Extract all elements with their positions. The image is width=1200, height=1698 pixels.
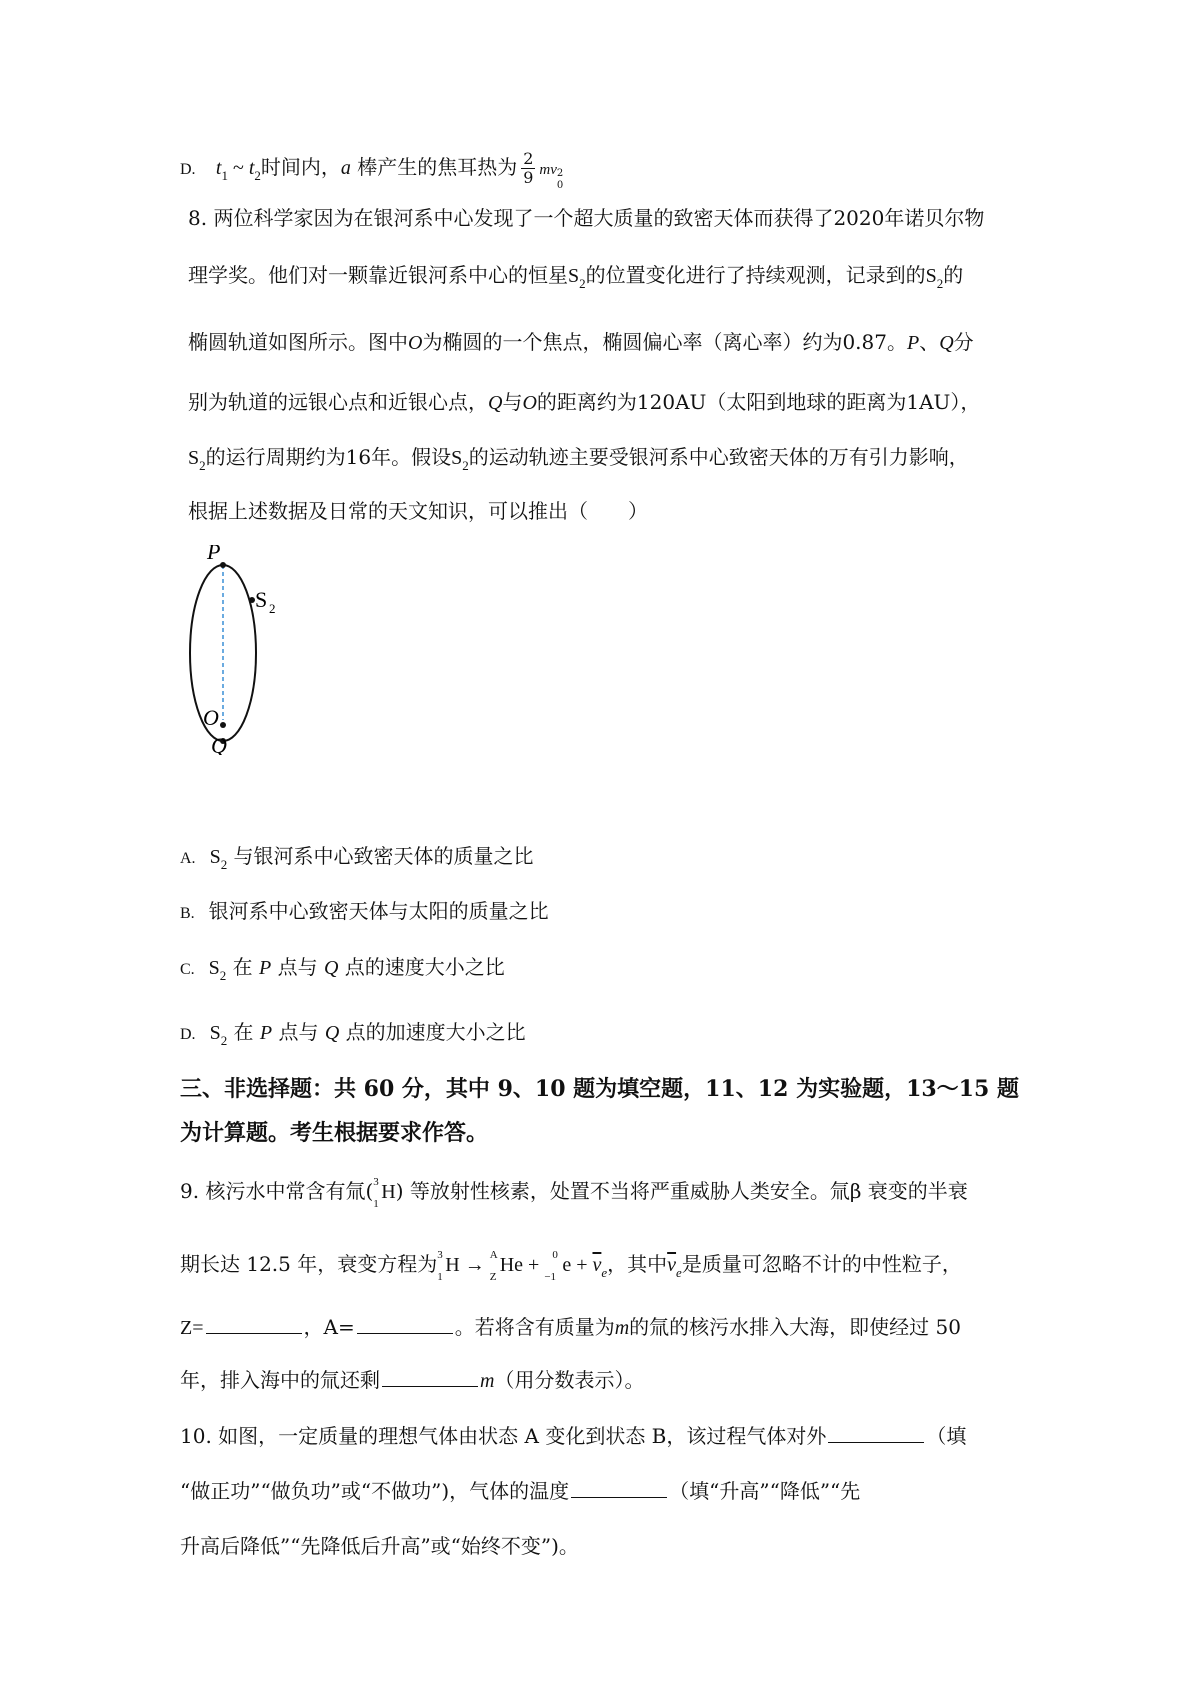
text: 期长达 12.5 年，衰变方程为 <box>180 1252 438 1276</box>
label-q: Q <box>211 733 227 755</box>
text: 9. 核污水中常含有氚( <box>180 1179 374 1203</box>
answer-blank-temperature[interactable] <box>571 1479 667 1498</box>
rod-a-symbol: a <box>340 157 351 179</box>
q-symbol: Q <box>939 332 954 354</box>
text: 棒产生的焦耳热为 <box>350 155 518 179</box>
q9-line-1 <box>180 1176 1015 1210</box>
option-text: 与银河系中心致密天体的质量之比 <box>233 844 534 868</box>
mass-number: 0 <box>552 1249 558 1261</box>
q10-line-2 <box>180 1477 1015 1505</box>
atomic-number: 1 <box>373 1198 379 1210</box>
antineutrino-subscript: e <box>601 1265 608 1280</box>
label-o: O <box>203 705 219 730</box>
text: 的 <box>943 263 964 287</box>
atomic-number: Z <box>489 1271 497 1283</box>
q9-line-3 <box>180 1313 1015 1342</box>
text: 时间内， <box>260 155 341 179</box>
text: 为椭圆的一个焦点，椭圆偏心率（离心率）约为0.87。 <box>422 330 907 354</box>
text: 。若将含有质量为 <box>454 1315 615 1339</box>
text: （用分数表示）。 <box>494 1368 645 1392</box>
tilde: ~ <box>227 157 249 179</box>
q-symbol: Q <box>324 1022 340 1044</box>
mv-superscript: 2 <box>556 168 564 179</box>
q8-line-6: 根据上述数据及日常的天文知识，可以推出（ ） <box>188 499 648 523</box>
mv-subscript: 0 <box>556 180 564 191</box>
m-symbol: m <box>614 1317 630 1339</box>
option-label: B. <box>180 905 195 922</box>
q-symbol: Q <box>323 957 339 979</box>
element-symbol: H <box>381 1181 396 1203</box>
antineutrino-symbol: $\overline{\nu}$ <box>667 1254 677 1276</box>
text: Z= <box>180 1317 204 1339</box>
star-subscript: 2 <box>220 857 228 872</box>
option-label: C. <box>180 961 195 978</box>
star-symbol: S <box>209 846 221 868</box>
orbit-diagram <box>185 545 305 755</box>
tritium-nuclide <box>437 1249 460 1283</box>
o-symbol: O <box>408 332 423 354</box>
text: ) 等放射性核素，处置不当将严重威胁人类安全。氚β 衰变的半衰 <box>395 1179 968 1203</box>
q8-option-b <box>180 897 549 928</box>
text: 10. 如图，一定质量的理想气体由状态 A 变化到状态 B，该过程气体对外 <box>180 1424 827 1448</box>
q8-line-1: 8. 两位科学家因为在银河系中心发现了一个超大质量的致密天体而获得了2020年诺贝尔物 <box>188 206 985 230</box>
t2-subscript: 2 <box>254 168 261 183</box>
star-subscript: 2 <box>579 276 586 291</box>
text: 年，排入海中的氚还剩 <box>180 1368 380 1392</box>
q10-line-1 <box>180 1422 1015 1450</box>
q8-option-c <box>180 953 505 984</box>
plus: + <box>571 1254 593 1276</box>
star-symbol: S <box>925 265 937 287</box>
option-text: 点与 <box>278 1020 319 1044</box>
text: “做正功”“做负功”或“不做功”)，气体的温度 <box>180 1479 570 1503</box>
option-label: D. <box>180 1026 196 1043</box>
text: 、 <box>919 330 940 354</box>
o-symbol: O <box>522 392 537 414</box>
electron <box>544 1249 572 1283</box>
element-symbol: He <box>499 1254 524 1276</box>
text: 是质量可忽略不计的中性粒子， <box>681 1252 962 1276</box>
answer-blank-a[interactable] <box>357 1315 453 1334</box>
point-p <box>220 562 226 568</box>
tritium-nuclide <box>373 1176 396 1210</box>
option-label: D. <box>180 161 196 178</box>
mass-number: A <box>489 1249 498 1261</box>
t2-symbol: t <box>248 157 255 179</box>
text: （填 <box>926 1424 967 1448</box>
answer-blank-work[interactable] <box>828 1424 924 1443</box>
star-subscript: 2 <box>220 1033 228 1048</box>
antineutrino-symbol: $\overline{\nu}$ <box>592 1254 602 1276</box>
mv-symbol: mv <box>539 162 557 178</box>
text: ，其中 <box>607 1252 668 1276</box>
mass-number: 3 <box>437 1249 443 1261</box>
q8-line-2 <box>188 261 1023 292</box>
antineutrino-subscript: e <box>676 1265 682 1280</box>
t1-subscript: 1 <box>221 168 228 183</box>
t1-symbol: t <box>215 157 222 179</box>
star-symbol: S <box>208 957 220 979</box>
helium-nuclide <box>489 1249 524 1283</box>
q7-option-d <box>180 149 567 191</box>
star-symbol: S <box>451 447 463 469</box>
point-o <box>220 722 226 728</box>
option-text: 点与 <box>277 955 318 979</box>
option-text: 点的加速度大小之比 <box>345 1020 526 1044</box>
atomic-number: 1 <box>437 1271 443 1283</box>
star-symbol: S <box>568 265 580 287</box>
text: 与 <box>502 390 523 414</box>
star-subscript: 2 <box>219 968 227 983</box>
option-label: A. <box>180 850 196 867</box>
fraction-numerator: 2 <box>523 149 534 168</box>
fraction <box>521 150 535 187</box>
plus: + <box>523 1254 545 1276</box>
fraction-denominator: 9 <box>523 168 534 187</box>
text: 分 <box>953 330 974 354</box>
option-text: 在 <box>233 1020 254 1044</box>
p-symbol: P <box>259 1022 273 1044</box>
atomic-number: −1 <box>544 1271 557 1283</box>
text: 椭圆轨道如图所示。图中 <box>188 330 408 354</box>
element-symbol: H <box>445 1254 460 1276</box>
text: 的位置变化进行了持续观测，记录到的 <box>585 263 926 287</box>
text: 的氚的核污水排入大海，即使经过 50 <box>629 1315 961 1339</box>
q8-line-3 <box>188 328 1023 357</box>
option-text: 银河系中心致密天体与太阳的质量之比 <box>208 899 549 923</box>
label-s-subscript: 2 <box>269 601 276 616</box>
q9-line-4 <box>180 1366 1015 1395</box>
label-s: S <box>255 587 268 612</box>
q8-line-4 <box>188 388 1023 417</box>
text: （填“升高”“降低”“先 <box>669 1479 861 1503</box>
option-text: 点的速度大小之比 <box>344 955 505 979</box>
section-heading-line-2: 为计算题。考生根据要求作答。 <box>180 1120 489 1146</box>
text: 的距离约为120AU（太阳到地球的距离为1AU）， <box>536 390 981 414</box>
option-text: 在 <box>232 955 253 979</box>
star-symbol: S <box>209 1022 221 1044</box>
star-subscript: 2 <box>462 458 469 473</box>
p-symbol: P <box>906 332 920 354</box>
answer-blank-z[interactable] <box>206 1315 302 1334</box>
q9-line-2 <box>180 1250 1015 1281</box>
label-p: P <box>207 545 221 564</box>
text: 的运行周期约为16年。假设 <box>205 445 452 469</box>
section-heading-line-1: 三、非选择题：共 60 分，其中 9、10 题为填空题，11、12 为实验题，13～15 题 <box>180 1076 1019 1102</box>
q8-option-d <box>180 1018 526 1049</box>
text: 别为轨道的远银心点和近银心点， <box>188 390 488 414</box>
text: 理学奖。他们对一颗靠近银河系中心的恒星 <box>188 263 568 287</box>
m-symbol: m <box>480 1370 495 1392</box>
q-symbol: Q <box>488 392 503 414</box>
element-symbol: e <box>562 1254 572 1276</box>
star-subscript: 2 <box>199 458 206 473</box>
star-symbol: S <box>188 447 200 469</box>
mass-number: 3 <box>373 1176 379 1188</box>
text: 的运动轨迹主要受银河系中心致密天体的万有引力影响， <box>468 445 969 469</box>
answer-blank-remaining[interactable] <box>382 1368 478 1387</box>
arrow: → <box>459 1254 490 1276</box>
q8-option-a <box>180 842 534 873</box>
q8-line-5 <box>188 443 1023 474</box>
text: ，A= <box>303 1315 355 1339</box>
star-subscript: 2 <box>936 276 944 291</box>
q10-line-3: 升高后降低”“先降低后升高”或“始终不变”)。 <box>180 1534 579 1558</box>
p-symbol: P <box>259 957 272 979</box>
